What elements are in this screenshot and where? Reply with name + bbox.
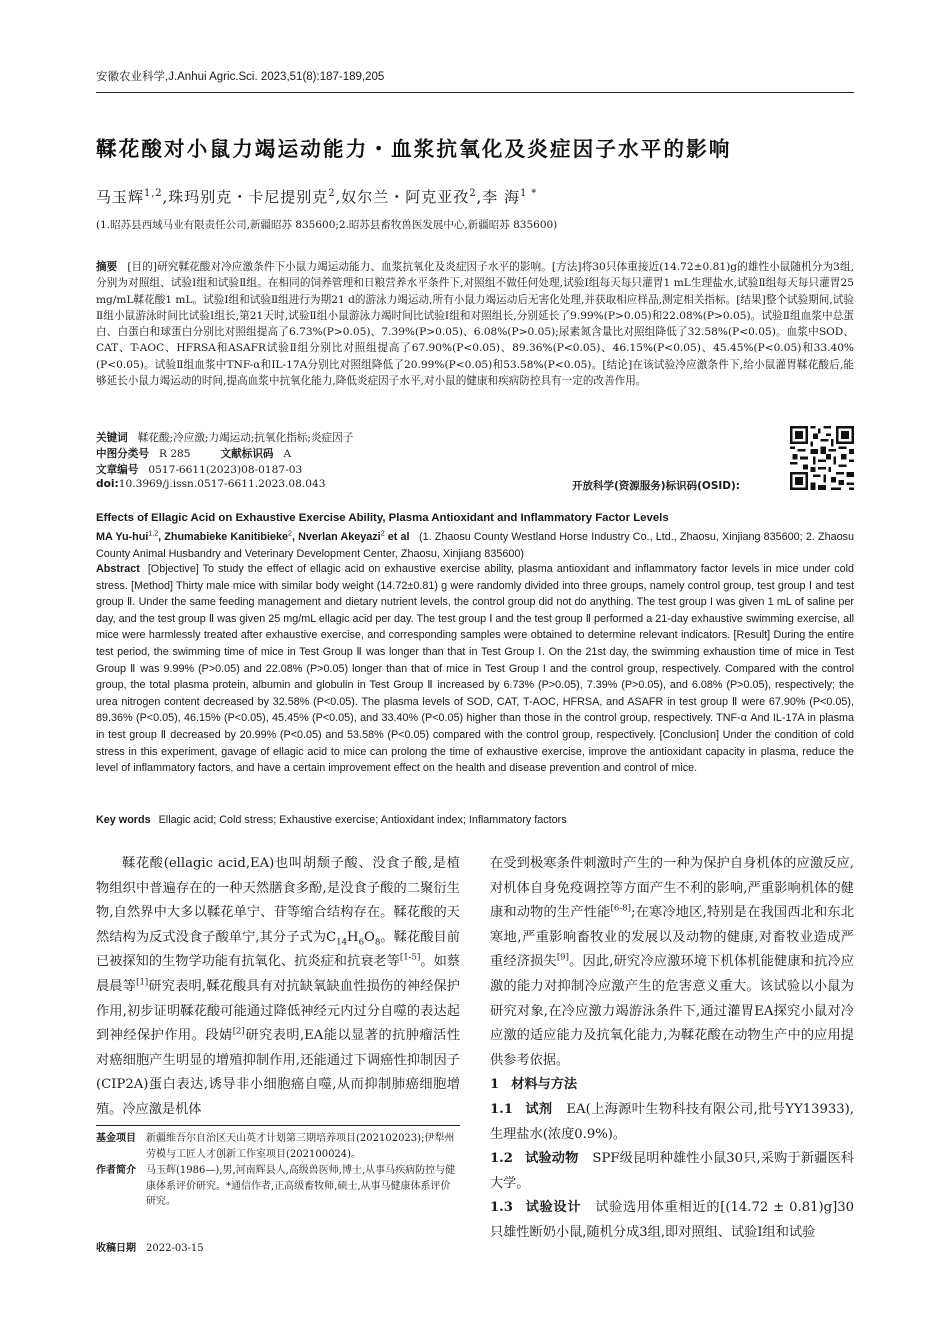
header-rule [96, 92, 854, 93]
footnote-fund [96, 1131, 460, 1162]
doi-label: doi: [96, 478, 119, 490]
intro-text-3: 。如蔡晨晨等 [96, 954, 461, 994]
subsection-1-2 [490, 1147, 854, 1196]
journal-header: 安徽农业科学,J.Anhui Agric.Sci. 2023,51(8):187-189,205 [96, 71, 385, 83]
subsection-number: 1.2 [490, 1151, 513, 1167]
author-2: ,珠玛别克・卡尼提别克 [162, 188, 329, 206]
section-title: 材料与方法 [511, 1077, 578, 1093]
subsection-text: 试验选用体重相近的[(14.72 ± 0.81)g]30只雄性断奶小鼠,随机分成3组,即对照组、试验Ⅰ组和试验 [490, 1200, 854, 1240]
citation[interactable]: [6-8] [610, 903, 631, 914]
english-keywords [96, 812, 854, 829]
en-affiliation: (1. Zhaosu County Westland Horse Industry Co., Ltd., Zhaosu, Xinjiang 835600; 2. Zhaosu County Animal Husbandry and Veterinary Development Center, Zhaosu, Xinjiang 835600) [96, 531, 855, 560]
paper-title: 鞣花酸对小鼠力竭运动能力・血浆抗氧化及炎症因子水平的影响 [96, 137, 732, 161]
author-bio-label: 作者简介 [96, 1165, 136, 1176]
doi-line[interactable] [96, 478, 325, 490]
fund-text: 新疆维吾尔自治区天山英才计划第三期培养项目(202102023);伊犁州劳模与工匠人才创新工作室项目(202100024)。 [146, 1133, 455, 1160]
en-author-3: , Nverlan Akeyazi [291, 531, 381, 543]
keywords-text: 鞣花酸;冷应激;力竭运动;抗氧化指标;炎症因子 [137, 432, 354, 444]
en-keywords-text: Ellagic acid; Cold stress; Exhaustive exercise; Antioxidant index; Inflammatory factors [158, 814, 567, 826]
en-author-2-affil: 2 [288, 530, 292, 538]
intro-text-5: 研究表明,EA能以显著的抗肿瘤活性对癌细胞产生明显的增殖抑制作用,还能通过下调癌性抑制因子(CIP2A)蛋白表达,诱导非小细胞癌自噬,从而抑制肺癌细胞增殖。冷应激是机体 [96, 1028, 461, 1117]
doc-code-value: A [283, 448, 292, 460]
citation[interactable]: [1] [136, 977, 149, 988]
author-2-affil: 2 [328, 188, 336, 199]
footnote-rule [96, 1125, 460, 1126]
en-author-1-affil: 1,2 [148, 530, 159, 538]
subsection-title: 试验动物 [524, 1151, 579, 1167]
footnote-author [96, 1163, 460, 1210]
clc-value: R 285 [158, 448, 191, 460]
section-heading-1 [490, 1073, 854, 1098]
subsection-text: SPF级昆明种雄性小鼠30只,采购于新疆医科大学。 [490, 1151, 855, 1191]
author-3: ,奴尔兰・阿克亚孜 [335, 188, 470, 206]
body-column-right [490, 852, 854, 1246]
footnote-date [96, 1241, 460, 1257]
chinese-abstract [96, 259, 854, 389]
citation[interactable]: [9] [556, 952, 569, 963]
body-column-left [96, 852, 460, 1123]
doi-value[interactable]: 10.3969/j.issn.0517-6611.2023.08.043 [118, 478, 326, 490]
intro-cont-text-2: ;在寒冷地区,特别是在我国西北和东北寒地,严重影响畜牧业的发展以及动物的健康,对畜牧业造成严重经济损失 [490, 905, 855, 970]
subsection-number: 1.1 [490, 1101, 513, 1117]
osid-label: 开放科学(资源服务)标识码(OSID): [572, 480, 741, 492]
author-bio-text: 马玉辉(1986—),男,河南辉县人,高级兽医师,博士,从事马疾病防控与健康体系评价研究。*通信作者,正高级畜牧师,硕士,从事马健康体系评价研究。 [146, 1165, 456, 1207]
author-3-affil: 2 [469, 188, 477, 199]
article-number-label: 文章编号 [96, 464, 139, 476]
english-authors [96, 529, 854, 562]
received-date-label: 收稿日期 [96, 1243, 136, 1254]
author-4: ,李 海 [476, 188, 521, 206]
en-abstract-text: [Objective] To study the effect of ellagic acid on exhaustive exercise ability, plasma antioxidant and inflammatory factor levels in mice under cold stress. [Method] Thirty male mice with similar body weight (14.72±0.81) g were randomly divided into three groups, namely control group, test group Ⅰ and test group Ⅱ. Under the same feeding management and dietary nutrient levels, the control group did not do anything. The test group I was given 1 mL of saline per day, and the test group Ⅱ was given 25 mg/mL ellagic acid per day. The test group Ⅰ and the test group Ⅱ performed a 21-day exhaustive swimming exercise, all mice were harmlessly treated after exhaustive exercise, and corresponding samples were obtained to determine relevant indicators. [Result] During the entire test period, the swimming time of mice in Test Group Ⅱ was longer than that in Test Group Ⅰ. On the 21st day, the swimming exhaustion time of mice in Test Group Ⅱ was 9.99% (P>0.05) and 22.08% (P>0.05) longer than that of mice in Test Group I and the control group, respectively. Compared with the control group, the total plasma protein, albumin and globulin in Test Group Ⅱ increased by 6.73% (P>0.05), 7.39% (P>0.05), and 6.08% (P>0.05), respectively; the urea nitrogen content decreased by 32.58% (P<0.05). The plasma levels of SOD, CAT, T-AOC, HFRSA, and ASAFR in test group Ⅱ were 67.90% (P<0.05), 89.36% (P<0.05), 46.15% (P<0.05), 45.45% (P<0.05), and 33.40% (P<0.05) higher than those in the control group, respectively. TNF-α And IL-17A in plasma in test group Ⅱ decreased by 20.99% (P<0.05) and 53.58% (P<0.05) compared with the control group, respectively. [Conclusion] Under the condition of cold stress in this experiment, gavage of ellagic acid to mice can prolong the time of exhaustive exercise, improve the antioxidant capacity in plasma, reduce the level of inflammatory factors, and have a certain improvement effect on the health and disease prevention and control of mice. [96, 563, 854, 775]
en-author-1: MA Yu-hui [96, 531, 149, 543]
keywords-line [96, 430, 353, 445]
subsection-title: 试剂 [524, 1101, 553, 1117]
en-author-3-affil: 2 [380, 530, 385, 538]
doc-code-label: 文献标识码 [220, 448, 274, 460]
intro-text-1: 鞣花酸(ellagic acid,EA)也叫胡颓子酸、没食子酸,是植物组织中普遍存在的一种天然膳食多酚,是没食子酸的二聚衍生物,自然界中大多以鞣花单宁、苷等缩合结构存在。鞣花酸的天然结构为反式没食子酸单宁,其分子式为 [96, 856, 460, 945]
article-number-value: 0517-6611(2023)08-0187-03 [148, 464, 303, 476]
english-title: Effects of Ellagic Acid on Exhaustive Exercise Ability, Plasma Antioxidant and Inflammatory Factor Levels [96, 512, 669, 524]
clc-label: 中图分类号 [96, 448, 149, 460]
en-keywords-label: Key words [96, 814, 151, 826]
abstract-text: [目的]研究鞣花酸对冷应激条件下小鼠力竭运动能力、血浆抗氧化及炎症因子水平的影响。[方法]将30只体重接近(14.72±0.81)g的雄性小鼠随机分为3组,分别为对照组、试验Ⅰ组和试验Ⅱ组。在相同的饲养管理和日粮营养水平条件下,对照组不做任何处理,试验Ⅰ组每天每只灌胃1 mL生理盐水,试验Ⅱ组每天每只灌胃25 mg/mL鞣花酸1 mL。试验Ⅰ组和试验Ⅱ组进行为期21 d的游泳力竭运动,所有小鼠力竭运动后无害化处理,并获取相应样品,测定相关指标。[结果]整个试验期间,试验Ⅱ组小鼠游泳时间比试验Ⅰ组长,第21天时,试验Ⅱ组小鼠游泳力竭时间比试验Ⅰ组和对照组长,分别延长了9.99%(P>0.05)和22.08%(P>0.05)。试验Ⅱ组血浆中总蛋白、白蛋白和球蛋白分别比对照组提高了6.73%(P>0.05)、7.39%(P>0.05)、6.08%(P>0.05);尿素氮含量比对照组降低了32.58%(P<0.05)。血浆中SOD、CAT、T-AOC、HFRSA和ASAFR试验Ⅱ组分别比对照组提高了67.90%(P<0.05)、89.36%(P<0.05)、46.15%(P<0.05)、45.45%(P<0.05)和33.40%(P<0.05)。试验Ⅱ组血浆中TNF-α和IL-17A分别比对照组降低了20.99%(P<0.05)和53.58%(P<0.05)。[结论]在该试验冷应激条件下,给小鼠灌胃鞣花酸后,能够延长小鼠力竭运动的时间,提高血浆中抗氧化能力,降低炎症因子水平,对小鼠的健康和疾病防控具有一定的改善作用。 [96, 261, 854, 388]
intro-continued [490, 852, 854, 1073]
subsection-1-1 [490, 1098, 854, 1147]
author-1: 马玉辉 [96, 188, 145, 206]
received-date: 2022-03-15 [146, 1243, 204, 1254]
author-list [96, 186, 537, 207]
fund-label: 基金项目 [96, 1133, 136, 1144]
citation[interactable]: [2] [232, 1026, 245, 1037]
subsection-title: 试验设计 [524, 1200, 582, 1216]
intro-text-2: 。鞣花酸目前已被探知的生物学功能有抗氧化、抗炎症和抗衰老等 [96, 929, 460, 970]
abstract-label: 摘要 [96, 261, 118, 273]
intro-cont-text-3: 。因此,研究冷应激环境下机体机能健康和抗冷应激的能力对抑制冷应激产生的危害意义重大。该试验以小鼠为研究对象,在冷应激力竭游泳条件下,通过灌胃EA探究小鼠对冷应激的适应能力及抗氧化能力,为鞣花酸在动物生产中的应用提供参考依据。 [490, 954, 854, 1068]
en-author-etal: et al [384, 531, 410, 543]
section-number: 1 [490, 1077, 500, 1093]
article-number-line [96, 462, 302, 477]
affiliation: (1.昭苏县西域马业有限责任公司,新疆昭苏 835600;2.昭苏县畜牧兽医发展中心,新疆昭苏 835600) [96, 219, 558, 231]
intro-cont-text-1: 在受到极寒条件刺激时产生的一种为保护自身机体的应激反应,对机体自身免疫调控等方面产生不利的影响,严重影响机体的健康和动物的生产性能 [490, 856, 854, 921]
subsection-number: 1.3 [490, 1200, 513, 1216]
author-4-affil: 1 * [520, 188, 538, 199]
qr-code-icon[interactable] [790, 426, 854, 490]
keywords-label: 关键词 [96, 432, 128, 444]
en-author-2: , Zhumabieke Kanitibieke [158, 531, 289, 543]
classification-line [96, 446, 291, 461]
subsection-text: EA(上海源叶生物科技有限公司,批号YY13933),生理盐水(浓度0.9%)。 [490, 1101, 855, 1142]
author-1-affil: 1,2 [144, 188, 163, 199]
english-abstract [96, 561, 854, 777]
intro-text-4: 研究表明,鞣花酸具有对抗缺氧缺血性损伤的神经保护作用,初步证明鞣花酸可能通过降低神经元内过分自噬的表达起到神经保护作用。段婧 [96, 978, 460, 1044]
citation[interactable]: [1-5] [399, 952, 421, 963]
en-abstract-label: Abstract [96, 563, 140, 575]
molecular-formula: $C_{14}H_6O_8$ [326, 929, 381, 948]
subsection-1-3 [490, 1196, 854, 1245]
